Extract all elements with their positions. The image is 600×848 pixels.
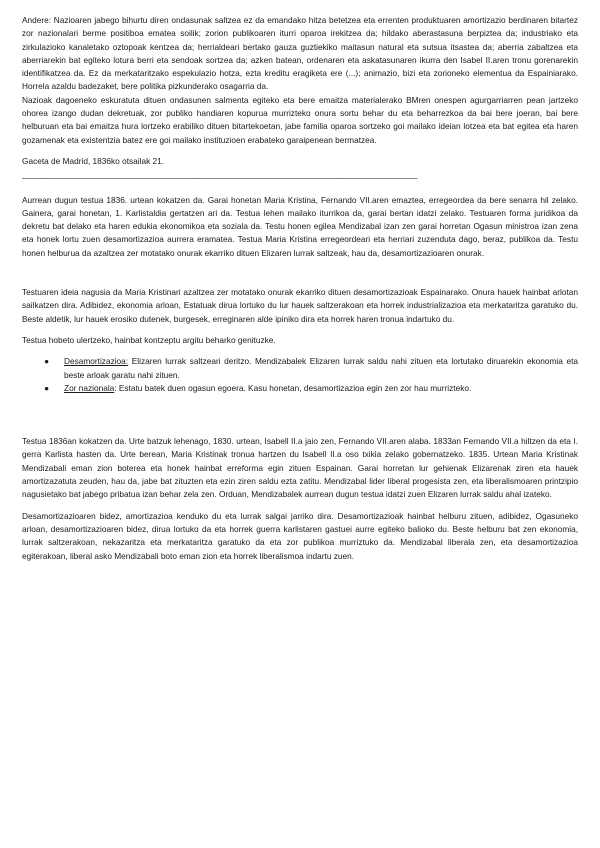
source-citation: Gaceta de Madrid, 1836ko otsailak 21. <box>22 155 165 166</box>
source-quote-paragraph-2: Nazioak dagoeneko eskuratuta dituen ondasunen salmenta egiteko eta bere emaitza materialerako BMren onespen agurgarriarren pean jartzeko ohorea izango dudan dekretuak, zor publiko handiaren kopurua murrizteko onura sortu behar du eta beharrezkoa da bai bere joeran, bai bere helburuan eta bai emaitza hura lortzeko erabiliko dituen bitartekoetan, jabe familia oparoa sortzeko goi mailako ideian lotzea eta bat egitea eta haren gozamenak eta existentzia batez ere goi mailako instituzioen erabateko garaipenean bermatzea. <box>22 94 578 145</box>
bullet-icon: ● <box>44 356 50 367</box>
concepts-list <box>22 355 578 395</box>
concept-term: Zor nazionala <box>64 382 115 393</box>
goals-paragraph: Desamortizazioaren bidez, amortizazioa kenduko du eta lurrak salgai jarriko dira. Desamortizazioak hainbat helburu zituen, adibidez, Ogasuneko arloan, desamortizazioaren bidez, dirua lortuko da eta horrek guerra karlistaren gastuei aurre egiteko balioko du. Beste helburu bat zen ekonomia, lurrak saltzerakoan, nekazaritza eta merkataritza garatuko da eta zor publikoa murriztuko da. Mendizabal liberala zen, eta desamortizazioa egiterakoan, liberal asko Mendizabali boto eman zion eta horrek liberalismoa indartu zuen. <box>22 510 578 561</box>
document-page <box>22 14 578 563</box>
concepts-intro: Testua hobeto ulertzeko, hainbat kontzeptu argitu beharko genituzke. <box>22 334 276 345</box>
context-paragraph: Aurrean dugun testua 1836. urtean kokatzen da. Garai honetan Maria Kristina, Fernando VII.aren emaztea, erregeordea da bere senarra hil zelako. Gainera, garai honetan, 1. Karlistaldia gertatzen ari da. Testua lehen mailako iturrikoa da, garai bertan idatzi zelako. Testuaren forma juridikoa da dekretu bat delako eta haren edukia ekonomikoa eta soziala da. Testu honen egilea Mendizabal izan zen garai horretan Ogasun ministroa izan zena eta honek lortu zuen desamortizazioa aurrera eramatea. Testua Maria Kristina erregeordeari eta herriari zuzenduta dago, beraz, publikoa da. Testu honen helburua da azaltzea zer motatako onurak ekarriko dituen Elizaren lurrak saltzeak, hau da, desamortizazioaren onurak. <box>22 194 578 258</box>
bullet-icon: ● <box>44 382 50 393</box>
concept-term: Desamortizazioa: <box>64 356 129 367</box>
concept-item <box>22 382 578 395</box>
separator-line: ________________________________________________________________________________________________ <box>22 169 417 180</box>
concept-definition: Elizaren lurrak saltzeari deritzo. Mendizabalek Elizaren lurrak saldu nahi zituen eta lortutako diruarekin ekonomia eta beste arloak garatu nahi zituen. <box>64 356 578 380</box>
source-quote-paragraph-1: Andere: Nazioaren jabego bihurtu diren ondasunak saltzea ez da emandako hitza betetzea eta errenten produktuaren amortizazio berdinaren bitartez zor nazionalari berme positiboa ematea soilik; zorion publikoaren iturri oparoa irekitzea da; hildako aberastasuna berpiztea da; industriako eta zirkulazioko kanaletako oztopoak kentzea da; herrialdeari bertako gauza guztiekiko maitasun natural eta sutsua itsastea da; aberria zabaltzea eta aberriarekin bat egiteko lotura berri eta sendoak sortzea da; azken batean, ordenaren eta askatasunaren ikurra den Isabel II.aren tronu gorenarekin identifikatzea da. Ez da merkataritzako espekulazio hotza, ezta kreditu eragiketa ere (...); animazio, bizi eta zorioneko elementua da Espainiarako. Horrela azaldu badezaket, bere politika pizkunderako osagarria da. <box>22 15 578 92</box>
concept-definition: : Estatu batek duen ogasun egoera. Kasu honetan, desamortizazioa egin zen zor hau murrizteko. <box>114 382 472 393</box>
history-paragraph: Testua 1836an kokatzen da. Urte batzuk lehenago, 1830. urtean, Isabell II.a jaio zen, Fernando VII.aren alaba. 1833an Fernando VII.a hiltzen da eta I. gerra Karlista hasten da. Urte berean, Maria Kristinak tronua hartzen du Isabell II.a oso txikia zelako gobernatzeko. 1835. Urtean Maria Kristinak Mendizabali eman zion boterea eta honek hainbat erreforma egin zituen Espainan. Garai horretan lur gehienak Elizarenak ziren eta hauek amortizazatuta zeuden, hau da, jabe bat zituzten eta ezin ziren saldu ezta zatitu. Mendizabal lider liberal progesista zen, eta liberalismoaren printzipio nagusietako bat jabego pribatua izan behar zela zen. Orduan, Mendizabalek aurrean dugun testua idatzi zuen Elizaren lurrak saldu ahal izateko. <box>22 436 578 500</box>
concept-item <box>22 355 578 382</box>
main-idea-paragraph: Testuaren ideia nagusia da Maria Kristinari azaltzea zer motatako onurak ekarriko dituen desamortizazioak Espainarako. Onura hauek hainbat arlotan sailkatzen dira. Adibidez, ekonomia arloan, Estatuak dirua lortuko du lur hauek saltzerakoan eta horrek industrializazioa eta merkataritza garatuko du. Beste aldetik, lur hauek erosiko dutenek, burgesek, erreginaren alde ipiniko dira eta horrek haren tronua indartuko du. <box>22 287 578 324</box>
